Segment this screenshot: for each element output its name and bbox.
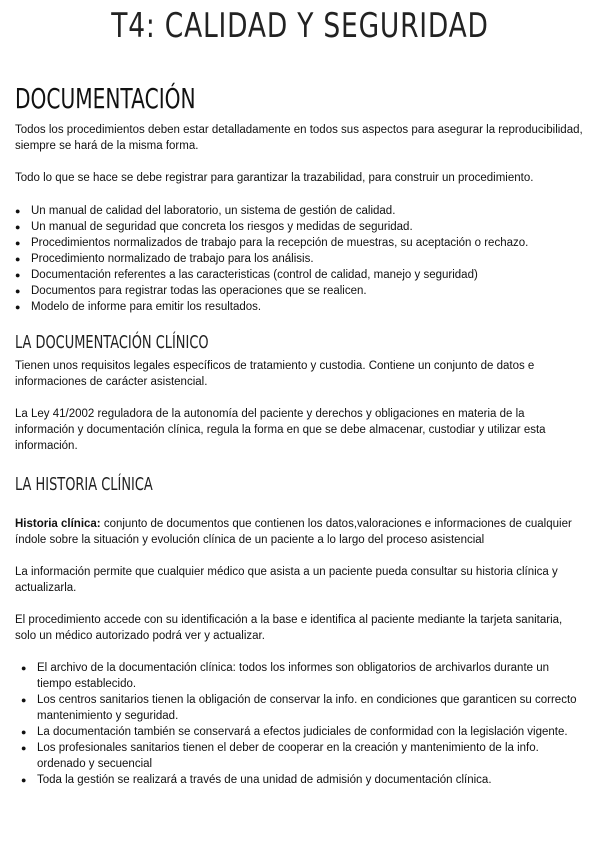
list-item: ● Procedimientos normalizados de trabajo para la recepción de muestras, su aceptación o rechazo. (15, 235, 585, 251)
definition-text: conjunto de documentos que contienen los datos,valoraciones e informaciones de cualquier índole sobre la situación y evolución clínica de un paciente a lo largo del proceso asistencial (15, 518, 572, 546)
paragraph-definition (15, 516, 585, 548)
term-historia-clinica: Historia clínica: (15, 518, 101, 530)
paragraph: La información permite que cualquier médico que asista a un paciente pueda consultar su historia clínica y actualizarla. (15, 566, 558, 594)
paragraph: Todos los procedimientos deben estar detalladamente en todos sus aspectos para asegurar la reproducibilidad, siempre se hará de la misma forma. (15, 124, 583, 152)
paragraph: Tienen unos requisitos legales específicos de tratamiento y custodia. Contiene un conjunto de datos e informaciones de carácter asistencial. (15, 360, 535, 388)
section-heading-documentacion: DOCUMENTACIÓN (15, 82, 196, 115)
list-item: ● Toda la gestión se realizará a través de una unidad de admisión y documentación clínica. (15, 772, 585, 788)
list-item: ● Los centros sanitarios tienen la obligación de conservar la info. en condiciones que garanticen su correcto mantenimiento y seguridad. (15, 692, 585, 724)
page-title: T4: CALIDAD Y SEGURIDAD (111, 6, 489, 46)
section-heading-documentacion-clinico: LA DOCUMENTACIÓN CLÍNICO (15, 332, 209, 353)
list-item: ● Un manual de seguridad que concreta los riesgos y medidas de seguridad. (15, 219, 585, 235)
bullet-list (15, 203, 585, 315)
paragraph: El procedimiento accede con su identificación a la base e identifica al paciente mediante la tarjeta sanitaria, solo un médico autorizado podrá ver y actualizar. (15, 614, 563, 642)
list-item: ● Modelo de informe para emitir los resultados. (15, 299, 585, 315)
list-item: ● Un manual de calidad del laboratorio, un sistema de gestión de calidad. (15, 203, 585, 219)
list-item: ● Documentación referentes a las caracteristicas (control de calidad, manejo y seguridad) (15, 267, 585, 283)
list-item: ● Los profesionales sanitarios tienen el deber de cooperar en la creación y mantenimiento de la info. ordenado y secuencial (15, 740, 585, 772)
bullet-list (15, 660, 585, 788)
paragraph: Todo lo que se hace se debe registrar para garantizar la trazabilidad, para construir un procedimiento. (15, 172, 534, 184)
section-heading-historia-clinica: LA HISTORIA CLÍNICA (15, 474, 153, 495)
list-item: ● Documentos para registrar todas las operaciones que se realicen. (15, 283, 585, 299)
paragraph: La Ley 41/2002 reguladora de la autonomía del paciente y derechos y obligaciones en materia de la información y documentación clínica, regula la forma en que se debe almacenar, custodiar y utilizar esta información. (15, 408, 546, 452)
list-item: ● Procedimiento normalizado de trabajo para los análisis. (15, 251, 585, 267)
list-item: ● El archivo de la documentación clínica: todos los informes son obligatorios de archivarlos durante un tiempo establecido. (15, 660, 585, 692)
list-item: ● La documentación también se conservará a efectos judiciales de conformidad con la legislación vigente. (15, 724, 585, 740)
